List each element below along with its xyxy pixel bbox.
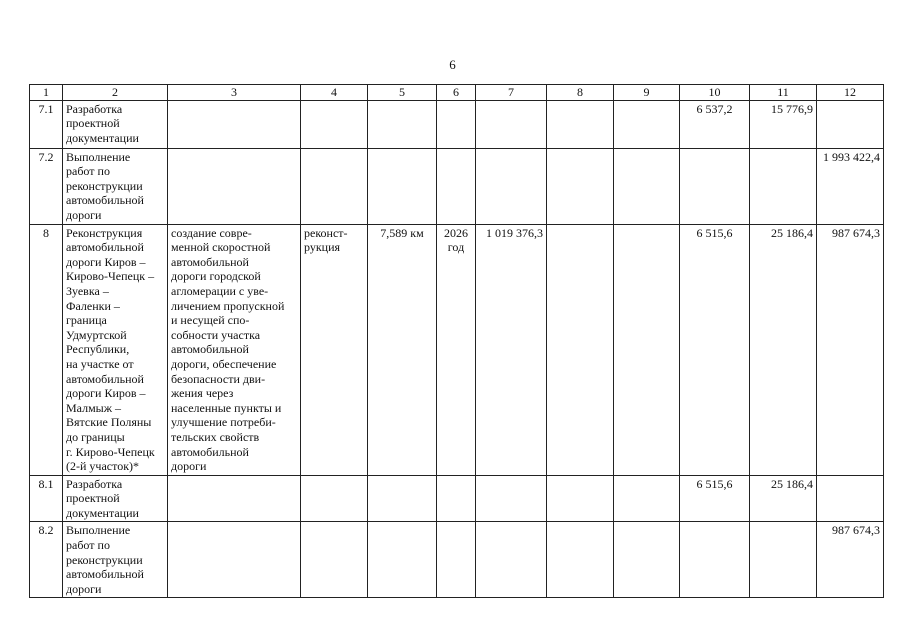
- value-cell-col10: [680, 148, 750, 224]
- table-row: [30, 475, 884, 522]
- table-row: [30, 224, 884, 475]
- value-cell-col11: [750, 148, 817, 224]
- value-cell-col12: 987 674,3: [817, 522, 884, 598]
- year-cell: [437, 475, 476, 522]
- year-cell: [437, 522, 476, 598]
- value-cell-col7: [476, 148, 547, 224]
- value-cell-col11: [750, 522, 817, 598]
- value-cell-col7: [476, 475, 547, 522]
- object-name-cell: Выполнение работ по реконструкции автомобильной дороги: [63, 522, 168, 598]
- table-row: [30, 100, 884, 148]
- column-header: 5: [368, 85, 437, 101]
- column-header: 6: [437, 85, 476, 101]
- row-number-cell: 8.1: [30, 475, 63, 522]
- column-header: 4: [301, 85, 368, 101]
- length-cell: [368, 148, 437, 224]
- object-name-cell: Разработка проектной документации: [63, 100, 168, 148]
- row-number-cell: 8.2: [30, 522, 63, 598]
- description-cell: [168, 522, 301, 598]
- object-name-cell: Выполнение работ по реконструкции автомобильной дороги: [63, 148, 168, 224]
- value-cell-col7: [476, 522, 547, 598]
- length-cell: 7,589 км: [368, 224, 437, 475]
- value-cell-col8: [547, 224, 614, 475]
- table-row: [30, 522, 884, 598]
- value-cell-col7: [476, 100, 547, 148]
- year-cell: 2026 год: [437, 224, 476, 475]
- work-type-cell: [301, 522, 368, 598]
- value-cell-col9: [614, 148, 680, 224]
- value-cell-col10: [680, 522, 750, 598]
- row-number-cell: 7.2: [30, 148, 63, 224]
- value-cell-col12: 1 993 422,4: [817, 148, 884, 224]
- length-cell: [368, 522, 437, 598]
- value-cell-col9: [614, 100, 680, 148]
- work-type-cell: [301, 100, 368, 148]
- value-cell-col10: 6 515,6: [680, 475, 750, 522]
- column-header: 3: [168, 85, 301, 101]
- value-cell-col9: [614, 475, 680, 522]
- value-cell-col9: [614, 224, 680, 475]
- column-header: 10: [680, 85, 750, 101]
- value-cell-col10: 6 515,6: [680, 224, 750, 475]
- work-type-cell: [301, 475, 368, 522]
- value-cell-col8: [547, 475, 614, 522]
- column-header: 2: [63, 85, 168, 101]
- description-cell: [168, 100, 301, 148]
- length-cell: [368, 100, 437, 148]
- value-cell-col11: 25 186,4: [750, 475, 817, 522]
- work-type-cell: реконст- рукция: [301, 224, 368, 475]
- value-cell-col9: [614, 522, 680, 598]
- row-number-cell: 8: [30, 224, 63, 475]
- page-number: 6: [449, 57, 456, 72]
- value-cell-col8: [547, 522, 614, 598]
- column-header: 1: [30, 85, 63, 101]
- value-cell-col8: [547, 100, 614, 148]
- value-cell-col7: 1 019 376,3: [476, 224, 547, 475]
- year-cell: [437, 100, 476, 148]
- value-cell-col11: 25 186,4: [750, 224, 817, 475]
- column-header: 11: [750, 85, 817, 101]
- object-name-cell: Разработка проектной документации: [63, 475, 168, 522]
- value-cell-col12: [817, 100, 884, 148]
- description-cell: [168, 148, 301, 224]
- description-cell: [168, 475, 301, 522]
- value-cell-col8: [547, 148, 614, 224]
- object-name-cell: Реконструкция автомобильной дороги Киров – Кирово-Чепецк – Зуевка – Фаленки – граница Удмуртской Республики, на участке от автомобильной дороги Киров – Малмыж – Вятские Поляны до границы г. Кирово-Чепецк (2-й участок)*: [63, 224, 168, 475]
- description-cell: создание совре- менной скоростной автомобильной дороги городской агломерации с уве- личением пропускной и несущей спо- собности участка автомобильной дороги, обеспечение безопасности дви- жения через населенные пункты и улучшение потреби- тельских свойств автомобильной дороги: [168, 224, 301, 475]
- value-cell-col11: 15 776,9: [750, 100, 817, 148]
- column-header: 7: [476, 85, 547, 101]
- column-header: 9: [614, 85, 680, 101]
- document-table: [29, 84, 884, 598]
- length-cell: [368, 475, 437, 522]
- header-row: [30, 85, 884, 101]
- table-row: [30, 148, 884, 224]
- column-header: 8: [547, 85, 614, 101]
- column-header: 12: [817, 85, 884, 101]
- year-cell: [437, 148, 476, 224]
- row-number-cell: 7.1: [30, 100, 63, 148]
- value-cell-col12: 987 674,3: [817, 224, 884, 475]
- value-cell-col12: [817, 475, 884, 522]
- value-cell-col10: 6 537,2: [680, 100, 750, 148]
- work-type-cell: [301, 148, 368, 224]
